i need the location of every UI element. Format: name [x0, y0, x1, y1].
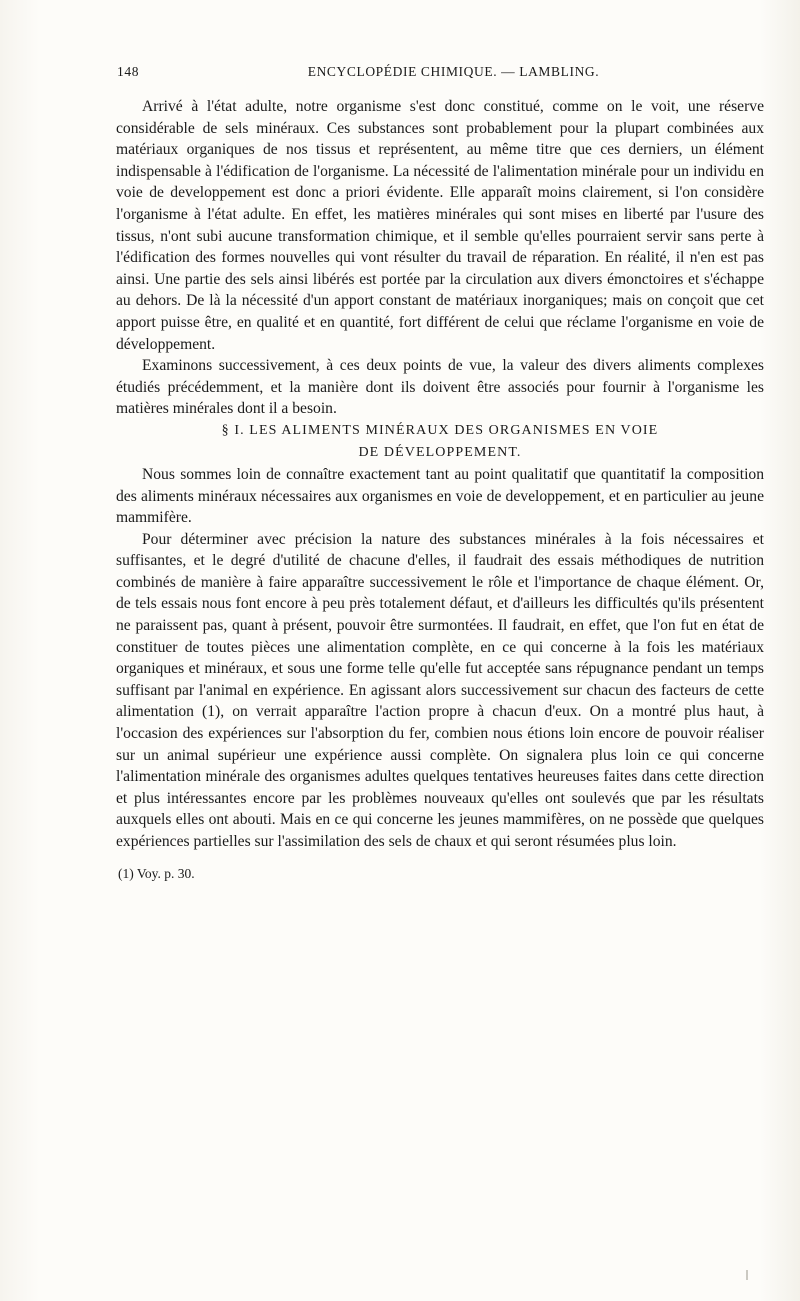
section-heading: [116, 420, 764, 464]
paragraph: Nous sommes loin de connaître exactement tant au point qualitatif que quantitatif la composition des aliments minéraux nécessaires aux organismes en voie de developpement, et en particulier au jeune mammifère.: [116, 465, 764, 527]
scan-mark: [746, 1270, 748, 1280]
paragraph: Examinons successivement, à ces deux points de vue, la valeur des divers aliments complexes étudiés précédemment, et la manière dont ils doivent être associés pour fournir à l'organisme les matières minérales dont il a besoin.: [116, 357, 764, 418]
paragraph: Pour déterminer avec précision la nature des substances minérales à la fois nécessaires et suffisantes, et le degré d'utilité de chacune d'elles, il faudrait des essais méthodiques de nutrition combinés de manière à faire apparaître successivement le rôle et l'importance de chaque élément. Or, de tels essais nous font encore à peu près totalement défaut, et d'ailleurs les difficultés qu'ils présentent ne paraissent pas, quant à présent, pouvoir être surmontées. Il faudrait, en effet, que l'on fut en état de constituer de toutes pièces une alimentation complète, en ce qui concerne à la fois les matériaux organiques et minéraux, et sous une forme telle qu'elle fut acceptée sans répugnance pendant un temps suffisant par l'animal en expérience. En agissant alors successivement sur chacun des facteurs de cette alimentation (1), on verrait apparaître l'action propre à chacun d'eux. On a montré plus haut, à l'occasion des expériences sur l'absorption du fer, combien nous étions loin encore de pouvoir réaliser sur un animal supérieur une expérience aussi complète. On signalera plus loin ce qui concerne l'alimentation minérale des organismes adultes quelques tentatives heureuses faites dans cette direction et plus intéressantes encore par les problèmes nouveaux qu'elles ont soulevés que par les résultats auxquels elles ont abouti. Mais en ce qui concerne les jeunes mammifères, on ne possède que quelques expériences partielles sur l'assimilation des sels de chaux et qui seront résumées plus loin.: [116, 530, 764, 850]
footnote: (1) Voy. p. 30.: [118, 865, 195, 881]
paragraph: Arrivé à l'état adulte, notre organisme s'est donc constitué, comme on le voit, une réserve considérable de sels minéraux. Ces substances sont probablement pour la plupart combinées aux matériaux organiques de nos tissus et représentent, au même titre que ces derniers, un élément indispensable à l'édification de l'organisme. La nécessité de l'alimentation minérale pour un individu en voie de developpement est donc a priori évidente. Elle apparaît moins clairement, si l'on considère l'organisme à l'état adulte. En effet, les matières minérales qui sont mises en liberté par l'usure des tissus, n'ont subi aucune transformation chimique, et il semble qu'elles pourraient servir sans perte à l'édification des formes nouvelles qui vont résulter du travail de réparation. En réalité, il n'en est pas ainsi. Une partie des sels ainsi libérés est portée par la circulation aux divers émonctoires et s'échappe au dehors. De là la nécessité d'un apport constant de matériaux inorganiques; mais on conçoit que cet apport puisse être, en qualité et en quantité, fort différent de celui que réclame l'organisme en voie de développement.: [116, 98, 764, 353]
page-number: 148: [117, 64, 140, 79]
section-heading-line-2: DE DÉVELOPPEMENT.: [358, 444, 522, 460]
section-heading-line-1: § I. LES ALIMENTS MINÉRAUX DES ORGANISMES EN VOIE: [221, 422, 659, 438]
running-title: ENCYCLOPÉDIE CHIMIQUE. — LAMBLING.: [307, 64, 600, 79]
running-header: [117, 64, 760, 86]
body-text: [116, 96, 764, 883]
